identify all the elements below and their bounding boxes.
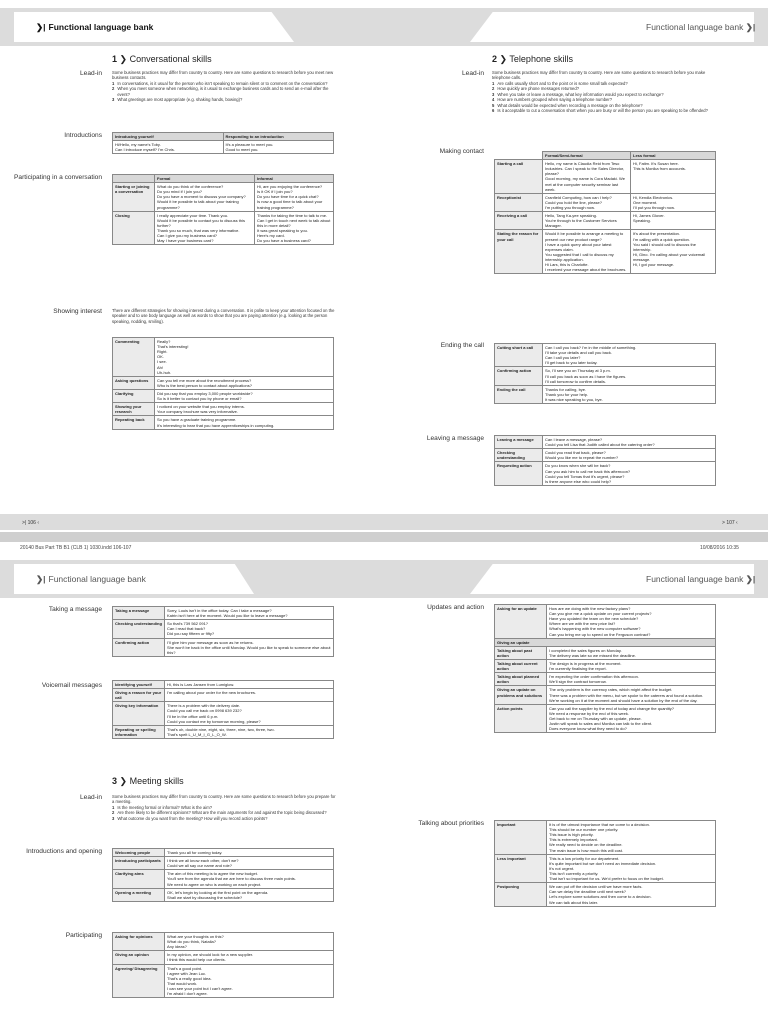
col-header — [113, 175, 155, 183]
cell: Could you read that back, please? Would you like me to repeat the number? — [543, 449, 716, 462]
q-num: 5 — [492, 102, 495, 108]
col-header: Less formal — [631, 152, 716, 160]
page-number-text: 106 — [27, 520, 36, 526]
section-2-heading — [492, 54, 573, 65]
section-1-heading — [112, 54, 212, 65]
cell: That's a good point. I agree with Jean Luc. That's a really good idea. That would work. I can see your point but I can't agree. I'm afraid I don't agree. — [165, 964, 334, 998]
col-header: Formal — [155, 175, 255, 183]
priorities-label: Talking about priorities — [418, 820, 484, 827]
q-text: Are there likely to be different opinions? What are the main arguments for and against the topic being discussed? — [117, 810, 327, 816]
cell: Thanks for calling, bye. Thank you for your help. It was nice speaking to you, bye. — [543, 385, 716, 403]
header-title-left — [36, 22, 153, 33]
row-label: Taking a message — [113, 607, 165, 620]
q-text: What greetings are most appropriate (e.g. shaking hands, bowing)? — [117, 97, 243, 103]
gutter-band — [0, 532, 768, 542]
cell: Really? That's interesting! Right. OK. I see. Ah! Uh-huh. — [155, 338, 334, 377]
leadin-intro: Some business practices may differ from country to country. Here are some questions to research before you meet new business contacts. — [112, 70, 334, 81]
cell: I really appreciate your time. Thank you. Would it be possible to contact you to discuss this further? Thank you so much, that was very informative. Can I give you my business card? May I have your business card? — [155, 211, 255, 245]
row-label: Receptionist — [495, 193, 543, 211]
cell: Thanks for taking the time to talk to me. Can I get in touch next week to talk about this in more detail? It was great speaking to you. Here's my card. Do you have a business card? — [255, 211, 334, 245]
participating-meeting-table — [112, 932, 334, 998]
page-footer-band — [0, 514, 768, 530]
q-text: What details would be expected when recording a message on the telephone? — [497, 102, 643, 108]
cell: Would it be possible to arrange a meeting to present our new product range? I have a quick query about your latest expenses claim. You suggested that I call to discuss my internship application. Hi Lars, this is Charlotte. I received your message about the brochures. — [543, 230, 631, 274]
showing-interest-table — [112, 337, 334, 430]
leaving-message-table — [494, 435, 716, 486]
row-label: Requesting action — [495, 462, 543, 485]
row-label: Closing — [113, 211, 155, 245]
intro-opening-table — [112, 848, 334, 902]
participating-label: Participating in a conversation — [14, 174, 102, 181]
showing-interest-label: Showing interest — [53, 308, 102, 315]
leadin-text — [492, 70, 722, 114]
cell: Do you know when she will be back? Can you ask him to call me back this afternoon? Could you tell Tomas that it's urgent, please? Is there anyone else who could help? — [543, 462, 716, 485]
leadin-intro: Some business practices may differ from country to country. Here are some questions to research before you make telephone calls. — [492, 70, 706, 81]
row-label: Cutting short a call — [495, 344, 543, 367]
row-label: Checking understanding — [113, 620, 165, 638]
cell: Cranfield Computing, how can I help? Could you hold the line, please? I'm putting you through now. — [543, 193, 631, 211]
chevron-icon: ❯ — [119, 776, 128, 786]
q-num: 1 — [112, 804, 115, 810]
q-text: How are numbers grouped when saying a telephone number? — [497, 97, 613, 103]
print-mark-right: 10/08/2016 10:35 — [700, 545, 739, 551]
cell: Did you say that you employ 3,000 people worldwide? So is it better to contact you by phone or email? — [155, 389, 334, 402]
row-label: Checking understanding — [495, 449, 543, 462]
col-header: Introducing yourself — [113, 133, 224, 141]
row-label: Receiving a call — [495, 212, 543, 230]
cell: This is a low priority for our department. It's quite important but we don't need an immediate decision. It's not urgent. This isn't currently a priority. That isn't so important for us. We'd prefer to focus on the budget. — [547, 854, 716, 883]
page-number-left: >| 106 ‹ — [22, 520, 40, 526]
q-num: 2 — [112, 810, 115, 816]
row-label: Welcoming people — [113, 849, 165, 857]
row-label: Starting or joining a conversation — [113, 183, 155, 212]
cell: So you have a graduate training programme. It's interesting to hear that you have apprenticeships in computing. — [155, 416, 334, 429]
cell: I'm expecting the order confirmation this afternoon. We'll sign the contract tomorrow. — [547, 673, 716, 686]
cell: Hi, Kendla Electronics. One moment. I'll put you through now. — [631, 193, 716, 211]
intro-opening-label: Introductions and opening — [26, 848, 102, 855]
q-num: 1 — [492, 80, 495, 86]
voicemail-label: Voicemail messages — [41, 682, 102, 689]
q-text: Is it acceptable to cut a conversation short when you are busy or will the person you are speaking to be offended? — [497, 108, 708, 114]
row-label: Talking about past action — [495, 646, 547, 659]
row-label: Giving a reason for your call — [113, 689, 165, 702]
row-label: Clarifying aims — [113, 870, 165, 888]
q-num: 1 — [112, 80, 115, 86]
cell: Sorry, Louis isn't in the office today. Can I take a message? Katrin isn't here at the moment. Would you like to leave a message? — [165, 607, 334, 620]
row-label: Clarifying — [113, 389, 155, 402]
section-title: Meeting skills — [129, 776, 184, 786]
cell: Can you call the supplier by the end of today and change the quantity? We need a response by the end of this week. Get back to me on Thursday with an update, please. Justin will speak to sales and Monika can talk to the client. Does everyone know what they need to do? — [547, 704, 716, 733]
chevron-icon: ❯ — [499, 54, 508, 64]
cell: OK, let's begin by looking at the first point on the agenda. Shall we start by discussing the schedule? — [165, 888, 334, 901]
col-header — [495, 152, 543, 160]
row-label: Giving an opinion — [113, 951, 165, 964]
leadin-text — [112, 794, 336, 821]
leadin-text — [112, 70, 336, 103]
taking-message-label: Taking a message — [48, 606, 102, 613]
leadin-question — [492, 108, 722, 113]
ending-call-label: Ending the call — [440, 342, 484, 349]
leadin-question — [112, 816, 336, 821]
introductions-label: Introductions — [64, 132, 102, 139]
leadin-question — [112, 97, 336, 102]
cell — [113, 141, 224, 154]
row-label: Opening a meeting — [113, 888, 165, 901]
row-label: Identifying yourself — [113, 681, 165, 689]
priorities-table — [494, 820, 716, 907]
q-num: 3 — [492, 91, 495, 97]
row-label: Giving an update on problems and solutions — [495, 686, 547, 704]
section-number: 2 — [492, 54, 498, 64]
voicemail-table — [112, 680, 334, 739]
row-label: Asking for opinions — [113, 933, 165, 951]
cell: It's about the presentation. I'm calling with a quick question. You said I should call to discuss the internship. Hi, Gino. I'm calling about your voicemail message. Hi, I got your message. — [631, 230, 716, 274]
row-label: Agreeing/ Disagreeing — [113, 964, 165, 998]
leadin-label: Lead-in — [462, 70, 484, 77]
cell: The only problem is the currency rates, which might affect the budget. There was a problem with the menu, but we spoke to the caterers and found a solution. We're working on it at the moment and should have a solution by the end of the day. — [547, 686, 716, 704]
participating-table — [112, 174, 334, 245]
introductions-table — [112, 132, 334, 154]
cell-text: Hi/Hello, my name's Toby. Can I introduce myself? I'm Chris. — [115, 142, 175, 153]
chevron-icon: ❯ — [119, 54, 128, 64]
section-number: 3 — [112, 776, 118, 786]
section-number: 1 — [112, 54, 118, 64]
cell: Hello, my name is Claudia Reid from Teso Industries. Can I speak to the Sales Director, please? Good morning, my name is Cora Madaki. We met at the computer security seminar last week. — [543, 160, 631, 194]
row-label: Confirming action — [113, 638, 165, 656]
cell: It is of the utmost importance that we come to a decision. This should be our number one priority. This issue is high priority. This is extremely important. We really need to decide on the deadline. The main issue is how much this will cost. — [547, 821, 716, 855]
row-label: Less important — [495, 854, 547, 883]
chevron-right-icon: ❯| — [36, 574, 46, 584]
row-label: Ending the call — [495, 385, 543, 403]
row-label: Important — [495, 821, 547, 855]
chevron-right-icon: ❯| — [36, 22, 46, 32]
cell: So that's 739 562 091? Can I read that back? Did you say fifteen or fifty? — [165, 620, 334, 638]
row-label: Starting a call — [495, 160, 543, 194]
cell: The aim of this meeting is to agree the new budget. You'll see from the agenda that we are here to discuss three main points. We need to agree on who is working on each project. — [165, 870, 334, 888]
row-label: Introducing participants — [113, 857, 165, 870]
cell: I'll give him your message as soon as he returns. She won't be back in the office until Monday. Would you like to speak to someone else about this? — [165, 638, 334, 656]
participating-label: Participating — [65, 932, 102, 939]
cell: Can I call you back? I'm in the middle of something. I'll take your details and call you back. Can I call you later? I'll get back to you later today. — [543, 344, 716, 367]
col-header: Formal/Semi-formal — [543, 152, 631, 160]
cell: Can I leave a message, please? Could you tell Lisa that Judith called about the catering order? — [543, 436, 716, 449]
q-num: 4 — [492, 97, 495, 103]
cell: What do you think of the conference? Do you mind if I join you? Do you have a moment to discuss your company? Would it be possible to talk about your training programme? — [155, 183, 255, 212]
cell: I noticed on your website that you employ interns. Your company brochure was very informative. — [155, 403, 334, 416]
header-title-right-text: Functional language bank — [646, 574, 744, 584]
row-label: Giving an update — [495, 638, 716, 646]
cell: Hi, James Glover. Speaking. — [631, 212, 716, 230]
chevron-right-icon: ❯| — [745, 574, 756, 584]
cell: I completed the sales figures on Monday. The delivery was late so we missed the deadline. — [547, 646, 716, 659]
making-contact-label: Making contact — [439, 148, 484, 155]
chevron-right-icon: ❯| — [745, 22, 756, 32]
cell: That's oh, double nine, eight, six, three, nine, two, three, two. That's spelt L_U_M_I_G_L_O_W. — [165, 725, 334, 738]
leadin-label: Lead-in — [80, 70, 102, 77]
row-label: Leaving a message — [495, 436, 543, 449]
row-label: Confirming action — [495, 367, 543, 385]
row-label: Showing your research — [113, 403, 155, 416]
q-text: How quickly are phone messages returned? — [497, 86, 580, 92]
row-label: Commenting — [113, 338, 155, 377]
leadin-intro: Some business practices may differ from country to country. Here are some questions to research before you prepare for a meeting. — [112, 794, 336, 805]
col-header: Informal — [255, 175, 334, 183]
cell: Hi, Fatim. It's Susan here. This is Monika from accounts. — [631, 160, 716, 194]
cell: In my opinion, we should look for a new supplier. I think this would help our clients. — [165, 951, 334, 964]
cell: We can put off the decision until we have more facts. Can we delay the deadline until next week? Let's explore some solutions and then come to a decision. We can talk about this later. — [547, 883, 716, 906]
leaving-message-label: Leaving a message — [426, 435, 484, 442]
cell: I'm calling about your order for the new brochures. — [165, 689, 334, 702]
cell: There is a problem with the delivery date. Could you call me back on 0998 639 232? I'll be in the office until 6 p.m. Could you contact me by tomorrow morning, please? — [165, 702, 334, 725]
q-text: Are calls usually short and to the point or is some small talk expected? — [497, 80, 628, 86]
updates-action-label: Updates and action — [427, 604, 484, 611]
q-num: 2 — [112, 86, 115, 92]
q-num: 3 — [112, 815, 115, 821]
header-title-right — [646, 22, 758, 33]
cell: Can you tell me more about the recruitment process? Who is the best person to contact about applications? — [155, 376, 334, 389]
row-label: Postponing — [495, 883, 547, 906]
row-label: Repeating or spelling information — [113, 725, 165, 738]
making-contact-table — [494, 151, 716, 274]
cell: Hi, are you enjoying the conference? Is it OK if I join you? Do you have time for a quick chat? Is now a good time to talk about your training programme? — [255, 183, 334, 212]
cell: I think we all know each other, don't we? Could we all say our name and role? — [165, 857, 334, 870]
row-label: Asking for an update — [495, 605, 547, 639]
header-title-text: Functional language bank — [48, 574, 146, 584]
q-text: When you meet someone when networking, is it usual to exchange business cards and to send an e-mail after the event? — [117, 86, 329, 97]
cell: So, I'll see you on Thursday at 3 p.m. I'll call you back as soon as I have the figures. I'll call tomorrow to confirm details. — [543, 367, 716, 385]
lower-header-title-right — [646, 574, 758, 585]
row-label: Asking questions — [113, 376, 155, 389]
cell-text: It's a pleasure to meet you. Good to meet you. — [225, 142, 274, 153]
row-label: Talking about planned action — [495, 673, 547, 686]
row-label: Repeating back — [113, 416, 155, 429]
header-title-text: Functional language bank — [48, 22, 154, 32]
cell: How are we doing with the new factory plans? Can you give me a quick update on your current projects? Have you updated the team on the new schedule? Where are we with the new price list? What's happening with the new computer software? Can you bring me up to speed on the Ferguson contract? — [547, 605, 716, 639]
q-num: 6 — [492, 108, 495, 114]
row-label: Stating the reason for your call — [495, 230, 543, 274]
cell: What are your thoughts on this? What do you think, Natalia? Any ideas? — [165, 933, 334, 951]
header-title-right-text: Functional language bank — [646, 22, 744, 32]
ending-call-table — [494, 343, 716, 404]
section-title: Telephone skills — [509, 54, 573, 64]
cell: Hi, this is Lars Jansen from Lumiglow. — [165, 681, 334, 689]
section-title: Conversational skills — [129, 54, 212, 64]
cell: Hello, Tang Ka-yee speaking. You're through to the Customer Services Manager. — [543, 212, 631, 230]
cell: Thank you all for coming today. — [165, 849, 334, 857]
leadin-label: Lead-in — [80, 794, 102, 801]
cell: The design is in progress at the moment. I'm currently finalising the report. — [547, 659, 716, 672]
cell — [223, 141, 334, 154]
showing-interest-text: There are different strategies for showing interest during a conversation. It is polite to keep your attention focused on the speaker and to use body language as well as words to show that you are paying attention (e.g. looking at the person speaking, nodding, smiling). — [112, 308, 335, 324]
q-num: 3 — [112, 97, 115, 103]
section-3-heading — [112, 776, 184, 787]
row-label: Giving key information — [113, 702, 165, 725]
q-text: Is the meeting formal or informal? What is the aim? — [117, 804, 213, 810]
row-label: Action points — [495, 704, 547, 733]
page-number-right: > 107 ‹ — [722, 520, 738, 526]
updates-action-table — [494, 604, 716, 733]
print-mark-left: 20140 Bus Part TB B1 (CLB 1) 1030.indd 106-107 — [20, 545, 132, 551]
q-text: What outcome do you want from the meeting? How will you record action points? — [117, 815, 268, 821]
row-label: Talking about current action — [495, 659, 547, 672]
page-number-text: 107 — [726, 520, 735, 526]
q-num: 2 — [492, 86, 495, 92]
col-header: Responding to an introduction — [223, 133, 334, 141]
lower-header-title-left — [36, 574, 146, 585]
leadin-question — [112, 86, 336, 97]
taking-message-table — [112, 606, 334, 657]
q-text: In conversations, is it usual for the person who isn't speaking to remain silent or to comment on the conversation? — [117, 80, 328, 86]
q-text: When you take or leave a message, what key information would you expect to exchange? — [497, 91, 664, 97]
